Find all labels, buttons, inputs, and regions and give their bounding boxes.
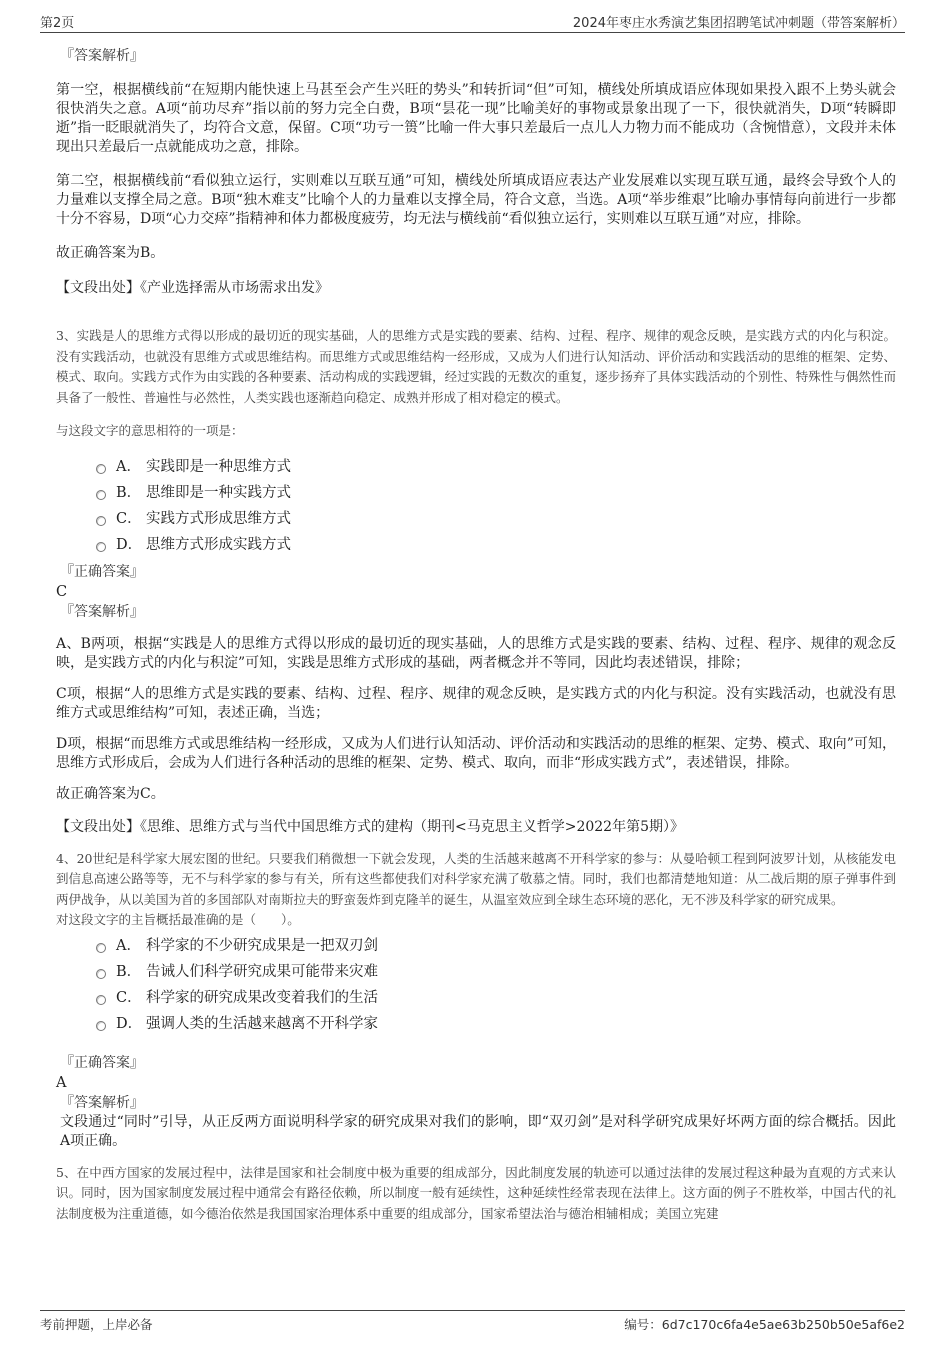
- footer-slogan: 考前押题，上岸必备: [40, 1317, 153, 1332]
- document-code: 编号：6d7c170c6fa4e5ae63b250b50e5af6e2: [624, 1317, 905, 1332]
- q4-prompt: 对这段文字的主旨概括最准确的是（ ）。: [56, 912, 300, 927]
- page-number: 第2页: [40, 16, 75, 31]
- q3-analysis-para-2: C项，根据“人的思维方式是实践的要素、结构、过程、程序、规律的观念反映，是实践方式的内化与积淀。没有实践活动，也就没有思维方式或思维结构”可知，表述正确，当选；: [56, 685, 896, 721]
- q4-option-d[interactable]: D． 强调人类的生活越来越离不开科学家: [56, 1011, 896, 1037]
- q4-option-c[interactable]: C． 科学家的研究成果改变着我们的生活: [56, 985, 896, 1011]
- q4-question-text: 4、20世纪是科学家大展宏图的世纪。只要我们稍微想一下就会发现，人类的生活越来越离不开科学家的参与：从曼哈顿工程到阿波罗计划，从核能发电到信息高速公路等等，无不与科学家的参与有关，所有这些都使我们对科学家充满了敬慕之情。同时，我们也都清楚地知道：从二战后期的原子弹事件到两伊战争，从以美国为首的多国部队对南斯拉夫的野蛮轰炸到克隆羊的诞生，从温室效应到全球生态环境的恶化，无不涉及科学家的研究成果。: [56, 850, 896, 907]
- q3-option-a[interactable]: A． 实践即是一种思维方式: [56, 454, 896, 480]
- document-title: 2024年枣庄水秀演艺集团招聘笔试冲刺题（带答案解析）: [572, 16, 905, 31]
- q4-answer-label: 『正确答案』: [60, 1054, 144, 1071]
- page-header: [40, 12, 905, 33]
- q3-options: [56, 454, 896, 558]
- q3-prompt: 与这段文字的意思相符的一项是：: [56, 423, 244, 438]
- q3-question-text: 3、实践是人的思维方式得以形成的最切近的现实基础，人的思维方式是实践的要素、结构、过程、程序、规律的观念反映，是实践方式的内化与积淀。没有实践活动，也就没有思维方式或思维结构。而思维方式或思维结构一经形成，又成为人们进行认知活动、评价活动和实践活动的思维的框架、定势、模式、取向。实践方式作为由实践的各种要素、活动构成的实践逻辑，经过实践的无数次的重复，逐步扬弃了具体实践活动的个别性、特殊性与偶然性而具备了一般性、普遍性与必然性，人类实践也逐渐趋向稳定、成熟并形成了相对稳定的模式。: [56, 328, 896, 405]
- radio-icon[interactable]: [96, 464, 106, 474]
- q2-analysis-label: 『答案解析』: [60, 48, 144, 64]
- q3-analysis-para-3: D项，根据“而思维方式或思维结构一经形成，又成为人们进行认知活动、评价活动和实践活动的思维的框架、定势、模式、取向”可知，思维方式形成后，会成为人们进行各种活动的思维的框架、定势、模式、取向，而非“形成实践方式”，表述错误，排除。: [56, 735, 896, 771]
- q4-analysis-label: 『答案解析』: [60, 1094, 144, 1111]
- q2-analysis-para-2: 第二空，根据横线前“看似独立运行，实则难以互联互通”可知，横线处所填成语应表达产业发展难以实现互联互通，最终会导致个人的力量难以支撑全局之意。B项“独木难支”比喻个人的力量难以支撑全局，符合文意，当选。A项“举步维艰”比喻办事情每向前进行一步都十分不容易，D项“心力交瘁”指精神和体力都极度疲劳，均无法与横线前“看似独立运行，实则难以互联互通”对应，排除。: [56, 173, 896, 227]
- q5-question-text: 5、在中西方国家的发展过程中，法律是国家和社会制度中极为重要的组成部分，因此制度发展的轨迹可以通过法律的发展过程这种最为直观的方式来认识。同时，因为国家制度发展过程中通常会有路径依赖，所以制度一般有延续性，这种延续性经常表现在法律上。这方面的例子不胜枚举，中国古代的礼法制度极为注重道德，如今德治依然是我国国家治理体系中重要的组成部分，国家希望法治与德治相辅相成；美国立宪建: [56, 1164, 896, 1221]
- q3-option-b[interactable]: B． 思维即是一种实践方式: [56, 480, 896, 506]
- radio-icon[interactable]: [96, 995, 106, 1005]
- q4-analysis-text: 文段通过“同时”引导，从正反两方面说明科学家的研究成果对我们的影响，即“双刃剑”是对科学研究成果好坏两方面的综合概括。因此A项正确。: [60, 1113, 896, 1149]
- q4-options: [56, 933, 896, 1037]
- document-body: [56, 46, 896, 1224]
- q3-answer-label: 『正确答案』: [60, 563, 144, 580]
- q2-source: 【文段出处】《产业选择需从市场需求出发》: [56, 280, 329, 296]
- q4-option-a[interactable]: A． 科学家的不少研究成果是一把双刃剑: [56, 933, 896, 959]
- q4-option-b[interactable]: B． 告诫人们科学研究成果可能带来灾难: [56, 959, 896, 985]
- radio-icon[interactable]: [96, 516, 106, 526]
- q3-conclusion: 故正确答案为C。: [56, 785, 165, 802]
- q3-answer: C: [56, 583, 68, 600]
- q3-analysis-label: 『答案解析』: [60, 603, 144, 620]
- q2-conclusion: 故正确答案为B。: [56, 245, 165, 261]
- page-footer: [40, 1310, 905, 1333]
- radio-icon[interactable]: [96, 969, 106, 979]
- radio-icon[interactable]: [96, 943, 106, 953]
- q3-option-d[interactable]: D． 思维方式形成实践方式: [56, 532, 896, 558]
- q3-analysis-para-1: A、B两项，根据“实践是人的思维方式得以形成的最切近的现实基础，人的思维方式是实践的要素、结构、过程、程序、规律的观念反映，是实践方式的内化与积淀”可知，实践是思维方式形成的基础，两者概念并不等同，因此均表述错误，排除；: [56, 635, 896, 671]
- q4-answer: A: [56, 1074, 67, 1091]
- q3-option-c[interactable]: C． 实践方式形成思维方式: [56, 506, 896, 532]
- q2-analysis-para-1: 第一空，根据横线前“在短期内能快速上马甚至会产生兴旺的势头”和转折词“但”可知，横线处所填成语应体现如果投入跟不上势头就会很快消失之意。A项“前功尽弃”指以前的努力完全白费，B项“昙花一现”比喻美好的事物或景象出现了一下，很快就消失，D项“转瞬即逝”指一眨眼就消失了，均符合文意，保留。C项“功亏一篑”比喻一件大事只差最后一点儿人力物力而不能成功（含惋惜意），文段并未体现出只差最后一点就能成功之意，排除。: [56, 82, 896, 155]
- radio-icon[interactable]: [96, 1021, 106, 1031]
- radio-icon[interactable]: [96, 542, 106, 552]
- q3-source: 【文段出处】《思维、思维方式与当代中国思维方式的建构（期刊<马克思主义哲学>2022年第5期）》: [56, 818, 684, 835]
- radio-icon[interactable]: [96, 490, 106, 500]
